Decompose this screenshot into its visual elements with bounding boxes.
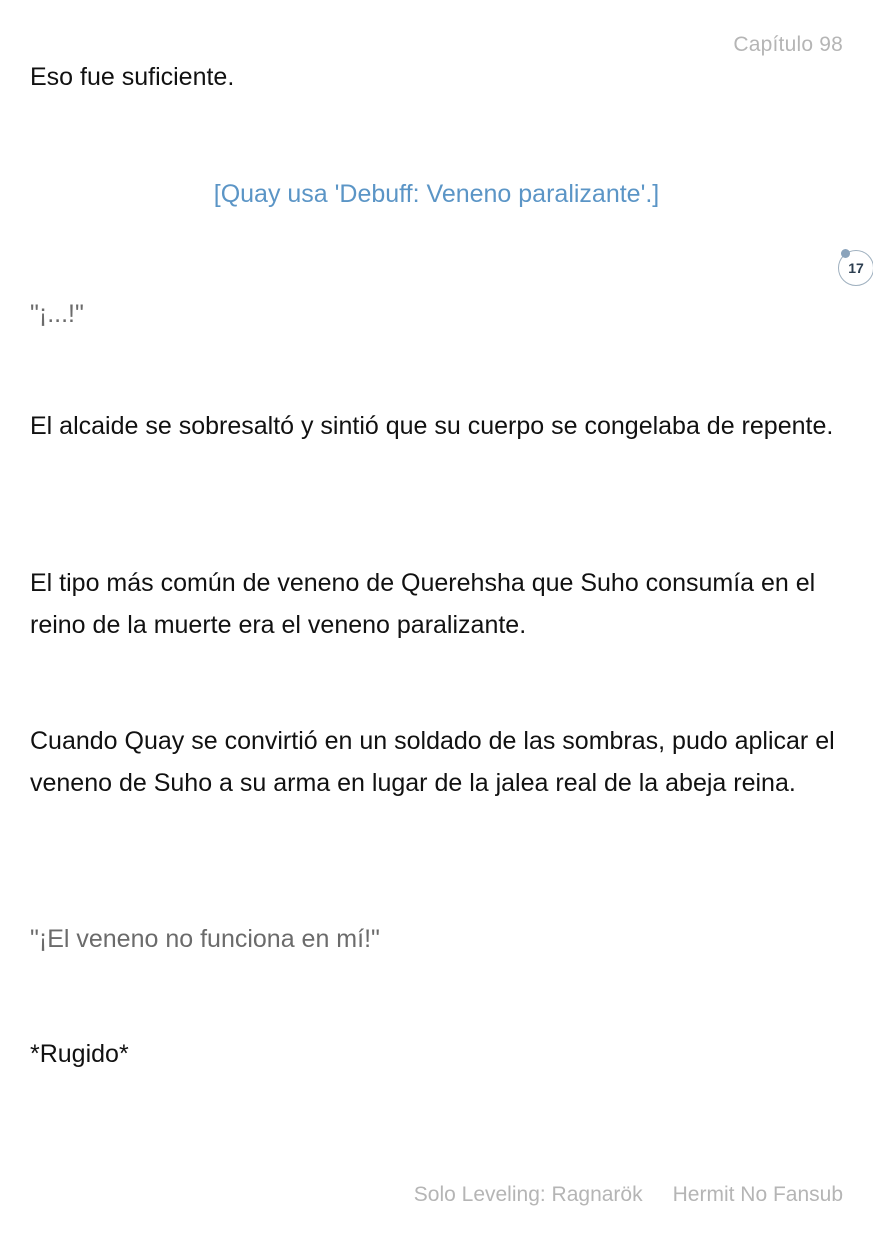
chapter-label: Capítulo 98 [733, 33, 843, 56]
paragraph-narration: El tipo más común de veneno de Querehsha que Suho consumía en el reino de la muerte era el veneno paralizante. [30, 569, 816, 639]
system-message: [Quay usa 'Debuff: Veneno paralizante'.] [213, 180, 660, 208]
paragraph-dialogue: "¡...!" [30, 300, 84, 328]
paragraph-narration: *Rugido* [30, 1040, 129, 1068]
paragraph-narration: Eso fue suficiente. [30, 63, 235, 91]
paragraph-narration: El alcaide se sobresaltó y sintió que su cuerpo se congelaba de repente. [30, 412, 834, 440]
footer [414, 1183, 843, 1207]
group-name: Hermit No Fansub [672, 1183, 843, 1206]
page-marker-dot-icon [841, 249, 850, 258]
series-title: Solo Leveling: Ragnarök [413, 1183, 643, 1206]
paragraph-narration: Cuando Quay se convirtió en un soldado de las sombras, pudo aplicar el veneno de Suho a su arma en lugar de la jalea real de la abeja reina. [30, 727, 835, 797]
paragraph-dialogue: "¡El veneno no funciona en mí!" [30, 925, 380, 953]
page-number: 17 [848, 260, 864, 276]
page-number-badge[interactable] [838, 250, 873, 286]
